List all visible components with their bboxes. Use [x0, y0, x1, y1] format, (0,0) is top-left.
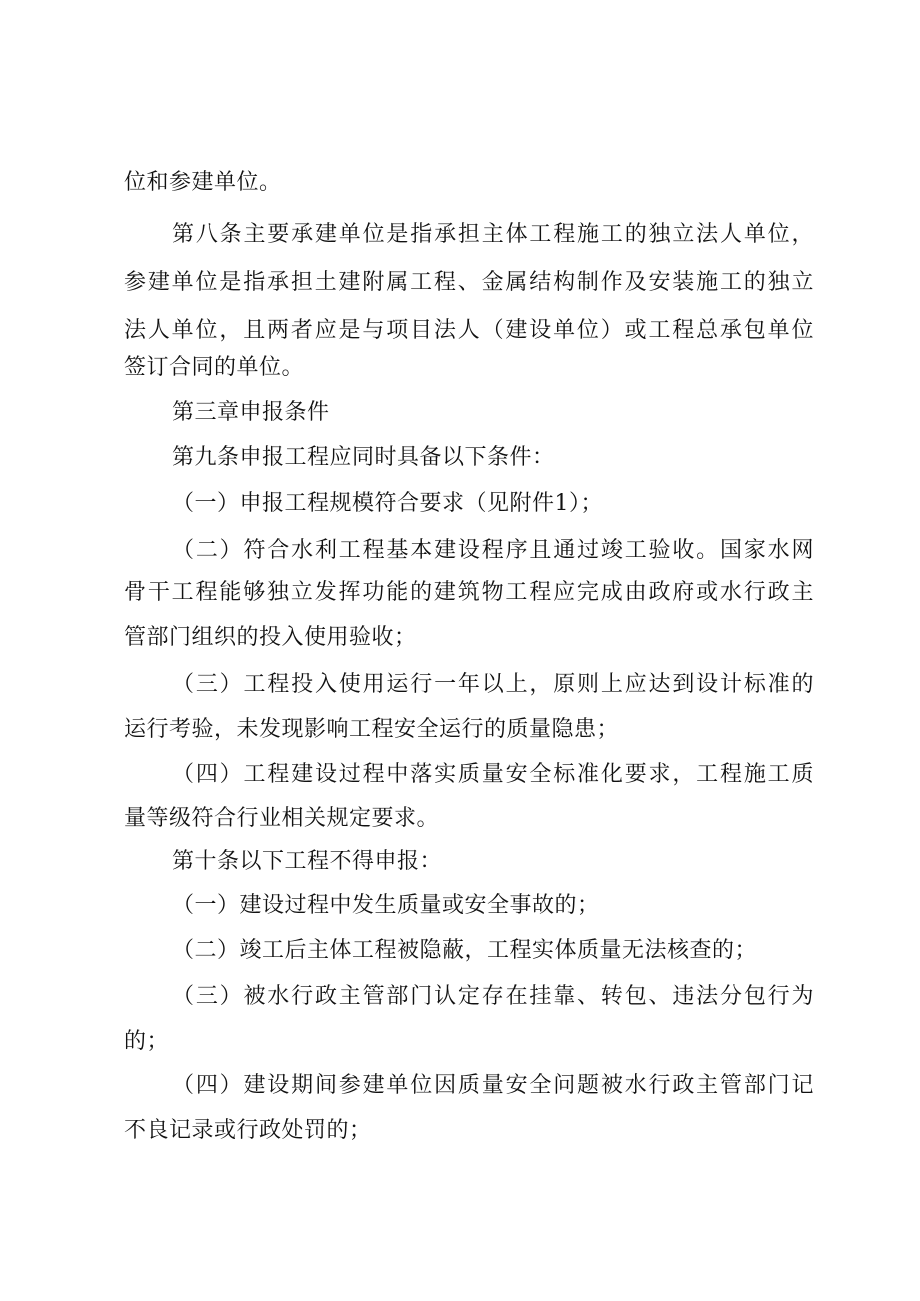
list-item: （三）工程投入使用运行一年以上，原则上应达到设计标准的	[172, 672, 814, 697]
list-item: （二）竣工后主体工程被隐蔽，工程实体质量无法核查的；	[172, 938, 758, 963]
text-line: 签订合同的单位。	[124, 355, 305, 380]
text-line: 骨干工程能够独立发挥功能的建筑物工程应完成由政府或水行政主	[124, 580, 814, 605]
text-line: 量等级符合行业相关规定要求。	[124, 806, 440, 831]
chapter-heading: 第三章申报条件	[172, 400, 330, 425]
text-line: 运行考验，未发现影响工程安全运行的质量隐患；	[124, 717, 620, 742]
text-line: 不良记录或行政处罚的；	[124, 1118, 372, 1143]
text-line: 法人单位，且两者应是与项目法人（建设单位）或工程总承包单位	[124, 318, 814, 343]
article-heading-8: 第八条主要承建单位是指承担主体工程施工的独立法人单位，	[172, 222, 814, 247]
article-heading-9: 第九条申报工程应同时具备以下条件：	[172, 445, 555, 470]
list-item: （三）被水行政主管部门认定存在挂靠、转包、违法分包行为	[172, 984, 814, 1009]
text-line: 的；	[124, 1029, 170, 1054]
list-item: （四）工程建设过程中落实质量安全标准化要求，工程施工质	[172, 762, 814, 787]
list-item: （二）符合水利工程基本建设程序且通过竣工验收。国家水网	[172, 538, 814, 563]
text-line: 管部门组织的投入使用验收；	[124, 625, 417, 650]
text-line: 参建单位是指承担土建附属工程、金属结构制作及安装施工的独立	[124, 270, 814, 295]
list-item: （一）申报工程规模符合要求（见附件1）；	[172, 491, 603, 516]
article-heading-10: 第十条以下工程不得申报：	[172, 849, 443, 874]
list-item: （一）建设过程中发生质量或安全事故的；	[172, 893, 600, 918]
text-line: 位和参建单位。	[124, 170, 282, 195]
list-item: （四）建设期间参建单位因质量安全问题被水行政主管部门记	[172, 1073, 814, 1098]
